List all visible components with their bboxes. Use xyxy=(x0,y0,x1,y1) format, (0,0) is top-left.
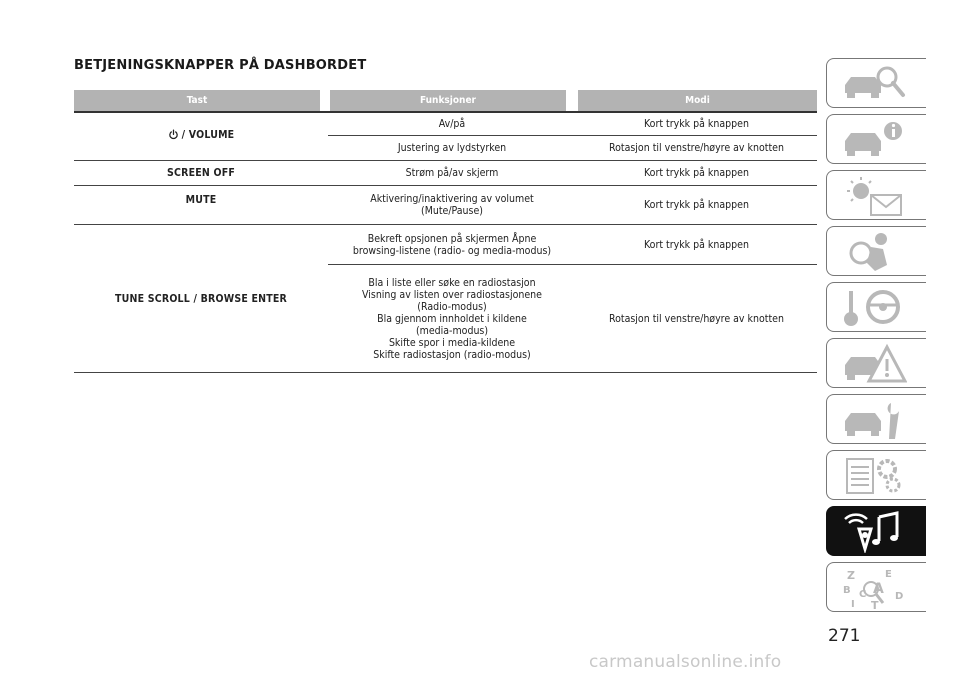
svg-text:I: I xyxy=(851,599,855,609)
column-header-key: Tast xyxy=(74,90,328,111)
svg-text:Z: Z xyxy=(847,569,855,582)
function-cell: Av/på xyxy=(328,111,576,136)
mode-cell: Kort trykk på knappen xyxy=(576,225,817,265)
mode-cell: Rotasjon til venstre/høyre av knotten xyxy=(576,265,817,373)
chapter-tab-5[interactable] xyxy=(826,282,926,332)
key-volume xyxy=(74,111,328,161)
table-header-row xyxy=(74,90,817,111)
chapter-tab-4[interactable] xyxy=(826,226,926,276)
function-cell: Strøm på/av skjerm xyxy=(328,161,576,186)
chapter-tab-7[interactable] xyxy=(826,394,926,444)
mode-cell: Rotasjon til venstre/høyre av knotten xyxy=(576,136,817,161)
svg-text:A: A xyxy=(873,581,884,597)
svg-text:B: B xyxy=(843,585,851,596)
mode-cell: Kort trykk på knappen xyxy=(576,161,817,186)
svg-text:T: T xyxy=(871,599,879,609)
mode-cell: Kort trykk på knappen xyxy=(576,186,817,225)
svg-text:E: E xyxy=(885,569,892,580)
key-steering-wheel-icon xyxy=(841,287,907,329)
controls-table xyxy=(74,90,817,373)
svg-text:D: D xyxy=(895,591,904,602)
airbag-passenger-icon xyxy=(841,231,907,273)
chapter-tab-2[interactable] xyxy=(826,114,926,164)
chapter-tab-9[interactable] xyxy=(826,506,926,556)
table-row xyxy=(74,186,817,225)
table-row xyxy=(74,225,817,265)
function-cell: Justering av lydstyrken xyxy=(328,136,576,161)
car-warning-triangle-icon xyxy=(841,343,907,385)
table-row xyxy=(74,111,817,136)
column-header-functions: Funksjoner xyxy=(328,90,576,111)
function-cell: Bekreft opsjonen på skjermen Åpne browsing-listene (radio- og media-modus) xyxy=(328,225,576,265)
chapter-tab-10[interactable] xyxy=(826,562,926,612)
chapter-tab-6[interactable] xyxy=(826,338,926,388)
key-screen-off: SCREEN OFF xyxy=(74,161,328,186)
key-label: / VOLUME xyxy=(181,129,235,141)
alphabet-index-icon xyxy=(841,567,907,609)
watermark: carmanualsonline.info xyxy=(589,652,782,672)
key-mute: MUTE xyxy=(74,186,328,225)
column-header-modes: Modi xyxy=(576,90,817,111)
page-title: BETJENINGSKNAPPER PÅ DASHBORDET xyxy=(74,58,367,73)
car-wrench-icon xyxy=(841,399,907,441)
function-cell: Bla i liste eller søke en radiostasjon Visning av listen over radiostasjonene (Radio-modus) Bla gjennom innholdet i kildene (media-modus) Skifte spor i media-kildene Skifte radiostasjon (radio-modus) xyxy=(328,265,576,373)
car-info-icon xyxy=(841,119,907,161)
svg-text:C: C xyxy=(859,589,867,600)
document-gear-icon xyxy=(841,455,907,497)
key-tune-scroll: TUNE SCROLL / BROWSE ENTER xyxy=(74,225,328,373)
multimedia-music-icon xyxy=(841,511,907,553)
table-row xyxy=(74,161,817,186)
page-number: 271 xyxy=(828,626,861,646)
warning-light-envelope-icon xyxy=(841,175,907,217)
mode-cell: Kort trykk på knappen xyxy=(576,111,817,136)
chapter-tab-1[interactable] xyxy=(826,58,926,108)
chapter-tab-3[interactable] xyxy=(826,170,926,220)
car-magnifier-icon xyxy=(841,63,907,105)
function-cell: Aktivering/inaktivering av volumet (Mute/Pause) xyxy=(328,186,576,225)
power-icon xyxy=(168,129,179,140)
chapter-tab-8[interactable] xyxy=(826,450,926,500)
